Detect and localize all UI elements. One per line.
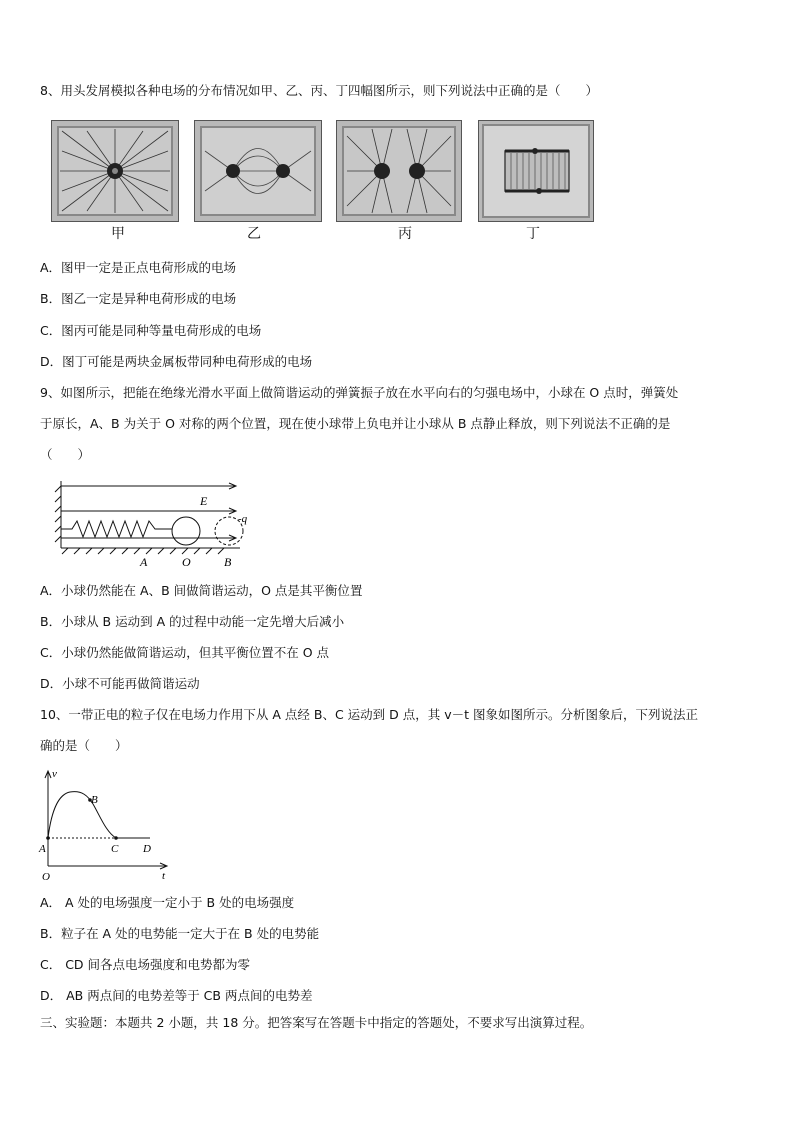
q8-option-a: A．图甲一定是正点电荷形成的电场: [40, 260, 237, 275]
graph-label-a: A: [39, 843, 46, 855]
q9-stem-line2: 于原长，A、B 为关于 O 对称的两个位置，现在使小球带上负电并让小球从 B 点静止释放，则下列说法不正确的是: [40, 416, 671, 431]
photo-yi-opposite-charges: [194, 120, 322, 222]
caption-bing: 丙: [398, 226, 412, 242]
q9-option-d: D．小球不可能再做简谐运动: [40, 676, 200, 691]
q10-option-d: D． AB 两点间的电势差等于 CB 两点间的电势差: [40, 988, 313, 1003]
q9-option-c: C．小球仍然能做简谐运动，但其平衡位置不在 O 点: [40, 645, 330, 660]
graph-label-t: t: [162, 870, 166, 882]
q9-stem-line3: （ ）: [40, 447, 91, 462]
section-3-heading: 三、实验题：本题共 2 小题，共 18 分。把答案写在答题卡中指定的答题处，不要求写出演算过程。: [40, 1015, 593, 1030]
q9-option-b: B．小球从 B 运动到 A 的过程中动能一定先增大后减小: [40, 614, 345, 629]
label-minus-q: -q: [238, 513, 248, 525]
graph-label-b: B: [91, 794, 98, 806]
graph-label-d: D: [143, 843, 151, 855]
q10-option-b: B．粒子在 A 处的电势能一定大于在 B 处的电势能: [40, 926, 320, 941]
label-b: B: [224, 555, 232, 569]
q8-stem: 8、用头发屑模拟各种电场的分布情况如甲、乙、丙、丁四幅图所示，则下列说法中正确的是（ ）: [40, 83, 598, 98]
caption-ding: 丁: [526, 226, 540, 242]
q9-stem-line1: 9、如图所示，把能在绝缘光滑水平面上做简谐运动的弹簧振子放在水平向右的匀强电场中，小球在 O 点时，弹簧处: [40, 385, 679, 400]
graph-label-v: v: [52, 768, 57, 780]
caption-jia: 甲: [111, 226, 125, 242]
q10-option-c: C． CD 间各点电场强度和电势都为零: [40, 957, 251, 972]
graph-label-c: C: [111, 843, 119, 855]
photo-bing-like-charges: [336, 120, 462, 222]
q8-option-c: C．图丙可能是同种等量电荷形成的电场: [40, 323, 262, 338]
q10-option-a: A． A 处的电场强度一定小于 B 处的电场强度: [40, 895, 295, 910]
q8-option-d: D．图丁可能是两块金属板带同种电荷形成的电场: [40, 354, 313, 369]
q10-stem-line1: 10、一带正电的粒子仅在电场力作用下从 A 点经 B、C 运动到 D 点，其 v－t 图象如图所示。分析图象后，下列说法正: [40, 707, 698, 722]
v-t-graph: [38, 766, 178, 886]
label-e: E: [200, 494, 208, 508]
photo-ding-parallel-plates: [478, 120, 594, 222]
caption-yi: 乙: [247, 226, 261, 242]
photo-jia-single-charge: [51, 120, 179, 222]
q9-option-a: A．小球仍然能在 A、B 间做简谐运动，O 点是其平衡位置: [40, 583, 363, 598]
label-o: O: [182, 555, 191, 569]
q8-option-b: B．图乙一定是异种电荷形成的电场: [40, 291, 237, 306]
spring-oscillator-figure: [50, 476, 260, 571]
q10-stem-line2: 确的是（ ）: [40, 738, 128, 753]
graph-label-o: O: [42, 871, 50, 883]
label-a: A: [140, 555, 148, 569]
